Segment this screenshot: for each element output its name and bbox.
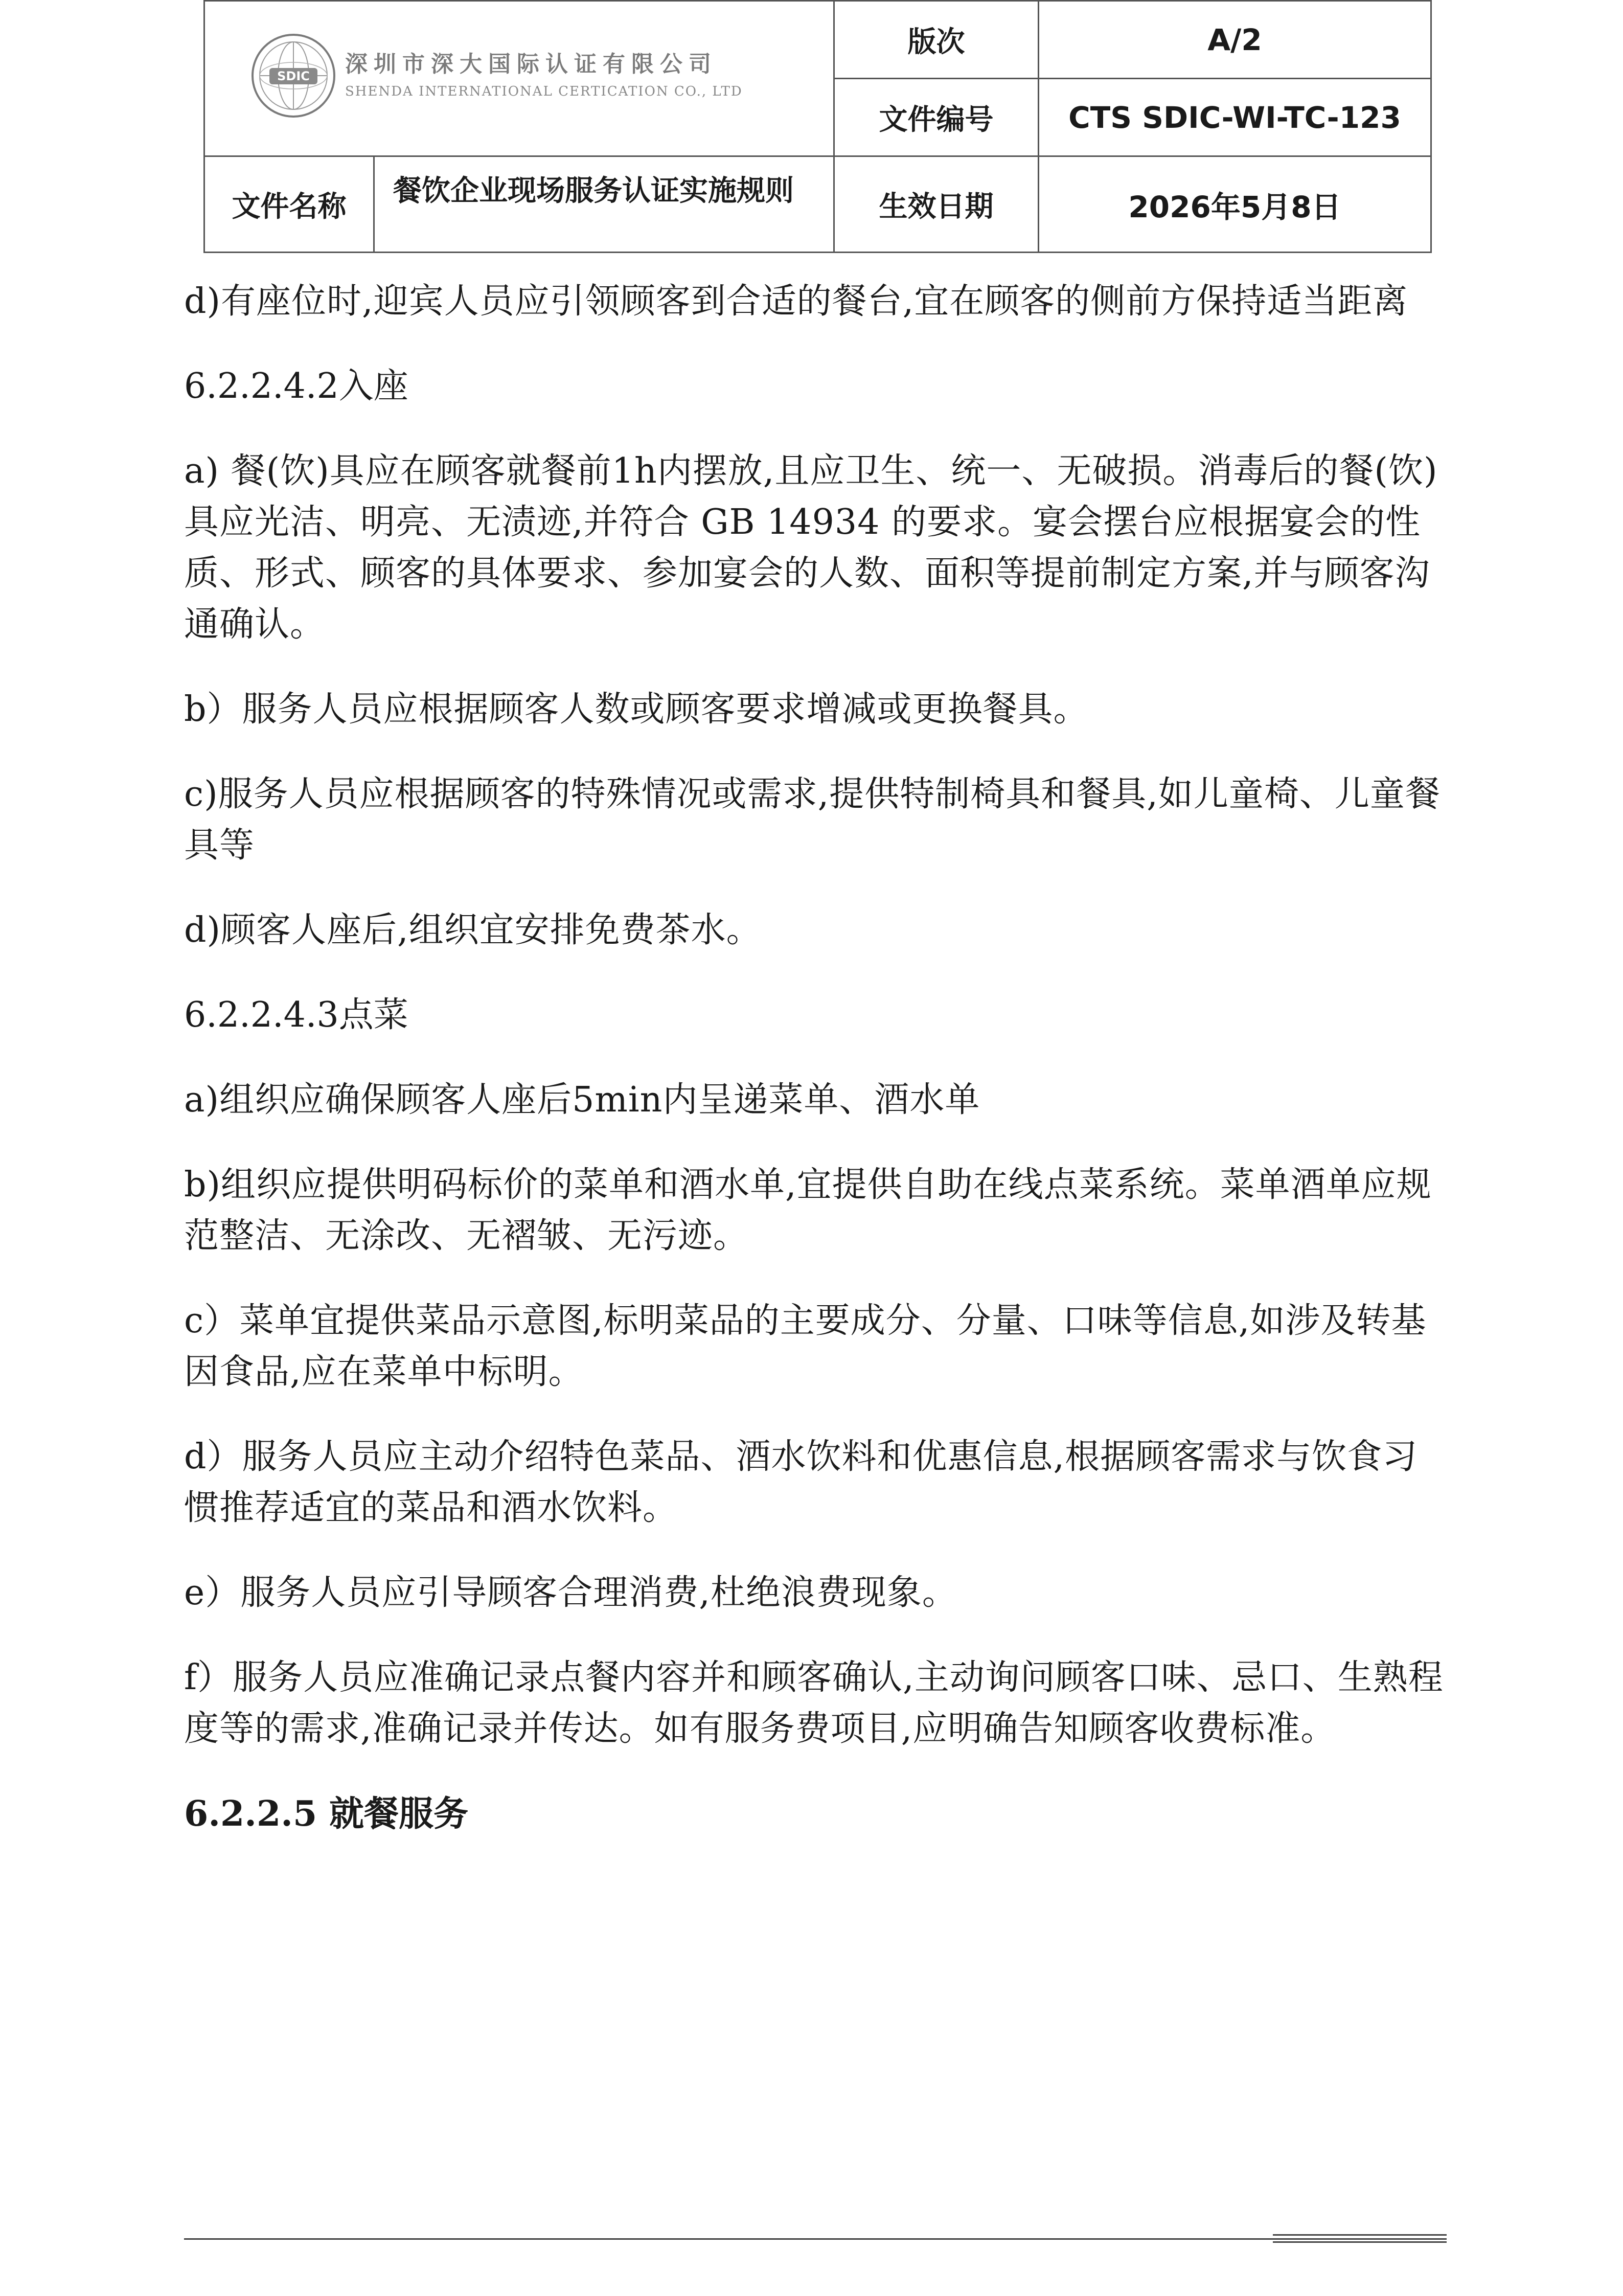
paragraph: a) 餐(饮)具应在顾客就餐前1h内摆放,且应卫生、统一、无破损。消毒后的餐(饮)具应光洁、明亮、无渍迹,并符合 GB 14934 的要求。宴会摆台应根据宴会的性质、形式、顾客的具体要求、参加宴会的人数、面积等提前制定方案,并与顾客沟通确认。: [184, 451, 1438, 645]
edition-label: 版次: [834, 1, 1039, 79]
doc-name-label: 文件名称: [204, 156, 374, 253]
company-name-en: SHENDA INTERNATIONAL CERTICATION CO., LTD: [345, 84, 743, 99]
effective-date-label: 生效日期: [834, 156, 1039, 253]
globe-emblem-icon: [250, 32, 337, 119]
paragraph: d)有座位时,迎宾人员应引领顾客到合适的餐台,宜在顾客的侧前方保持适当距离: [184, 281, 1408, 322]
company-name-cn: 深圳市深大国际认证有限公司: [345, 51, 717, 77]
paragraph: d）服务人员应主动介绍特色菜品、酒水饮料和优惠信息,根据顾客需求与饮食习惯推荐适宜的菜品和酒水饮料。: [184, 1437, 1418, 1528]
footer-rule: [184, 2238, 1447, 2240]
edition-value: A/2: [1039, 1, 1431, 79]
footer-double-rule-top: [1273, 2234, 1447, 2236]
document-body: [184, 276, 1452, 1873]
section-heading: 6.2.2.4.2入座: [184, 366, 408, 406]
effective-date-value: 2026年5月8日: [1039, 156, 1431, 253]
document-header-table: [203, 0, 1432, 253]
emblem-text: SDIC: [277, 69, 310, 83]
paragraph: b)组织应提供明码标价的菜单和酒水单,宜提供自助在线点菜系统。菜单酒单应规范整洁、无涂改、无褶皱、无污迹。: [184, 1165, 1432, 1256]
paragraph: c）菜单宜提供菜品示意图,标明菜品的主要成分、分量、口味等信息,如涉及转基因食品,应在菜单中标明。: [184, 1301, 1427, 1392]
doc-number-value: CTS SDIC-WI-TC-123: [1039, 79, 1431, 156]
paragraph: b）服务人员应根据顾客人数或顾客要求增减或更换餐具。: [184, 689, 1089, 730]
paragraph: d)顾客人座后,组织宜安排免费茶水。: [184, 910, 762, 950]
section-heading: 6.2.2.5 就餐服务: [184, 1793, 468, 1834]
paragraph: a)组织应确保顾客人座后5min内呈递菜单、酒水单: [184, 1080, 980, 1120]
company-logo-cell: [204, 1, 834, 156]
paragraph: e）服务人员应引导顾客合理消费,杜绝浪费现象。: [184, 1573, 957, 1613]
section-heading: 6.2.2.4.3点菜: [184, 995, 408, 1035]
paragraph: c)服务人员应根据顾客的特殊情况或需求,提供特制椅具和餐具,如儿童椅、儿童餐具等: [184, 774, 1441, 866]
company-logo: [250, 32, 743, 119]
footer-double-rule-bottom: [1273, 2241, 1447, 2243]
doc-number-label: 文件编号: [834, 79, 1039, 156]
doc-name-value: 餐饮企业现场服务认证实施规则: [374, 156, 834, 253]
paragraph: f）服务人员应准确记录点餐内容并和顾客确认,主动询问顾客口味、忌口、生熟程度等的需求,准确记录并传达。如有服务费项目,应明确告知顾客收费标准。: [184, 1657, 1444, 1749]
